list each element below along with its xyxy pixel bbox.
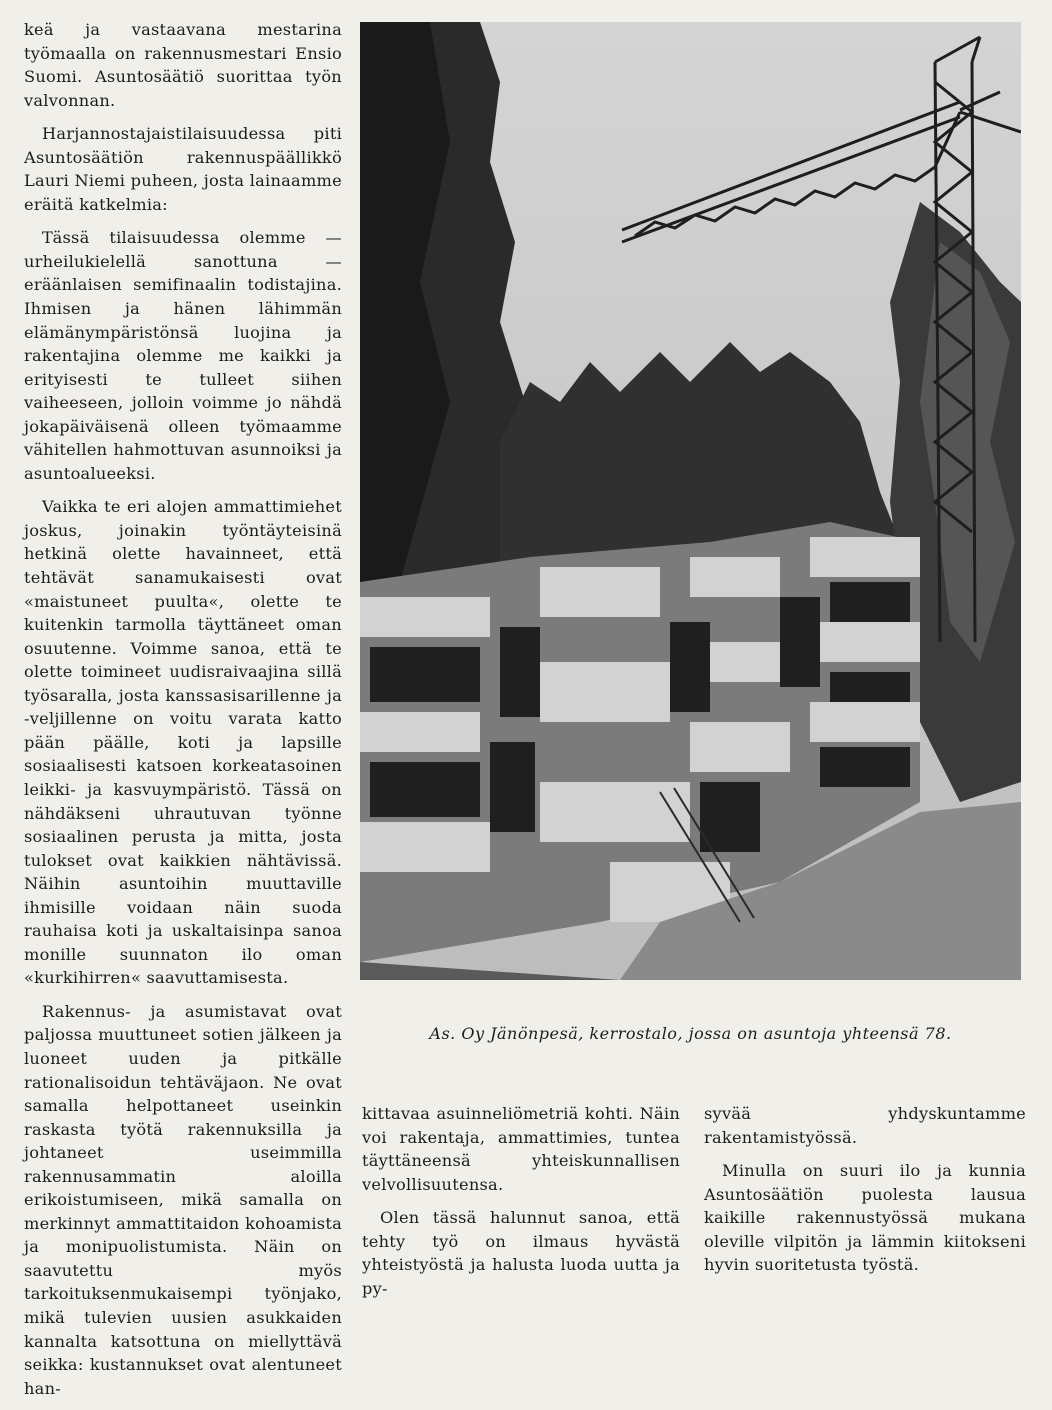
paragraph: syvää yhdyskuntamme rakentamistyössä. [704,1104,1026,1147]
construction-site-photo [360,22,1021,980]
paragraph: kittavaa asuinneliömetriä kohti. Näin voi rakentaja, ammattimies, tuntea täyttäneensä yhteiskunnallisen velvollisuutensa. [362,1104,680,1194]
middle-text-column [362,1102,680,1310]
paragraph: Harjannostajaistilaisuudessa piti Asuntosäätiön rakennuspäällikkö Lauri Niemi puheen, josta lainaamme eräitä katkelmia: [24,124,342,214]
photo-illustration [360,22,1021,980]
left-text-column [24,18,342,1410]
paragraph: Olen tässä halunnut sanoa, että tehty työ on ilmaus hyvästä yhteistyöstä ja halusta luoda uutta ja py- [362,1208,680,1298]
photo-caption: As. Oy Jänönpesä, kerrostalo, jossa on asuntoja yhteensä 78. [429,1024,952,1043]
paragraph: Tässä tilaisuudessa olemme — urheilukielellä sanottuna — eräänlaisen semifinaalin todistajina. Ihmisen ja hänen lähimmän elämänympäristönsä luojina ja rakentajina olemme me kaikki ja erityisesti te tulleet siihen vaiheeseen, jolloin voimme jo nähdä jokapäiväisenä olleen työmaamme vähitellen hahmottuvan asunnoiksi ja asuntoalueeksi. [24,228,342,483]
paragraph: Vaikka te eri alojen ammattimiehet joskus, joinakin työntäyteisinä hetkinä olette havainneet, että tehtävät sanamukaisesti ovat «maistuneet puulta«, olette te kuitenkin tarmolla täyttäneet oman osuutenne. Voimme sanoa, että te olette toimineet uudisraivaajina sillä työsaralla, josta kanssasisarillenne ja -veljillenne on voitu varata katto pään päälle, koti ja lapsille sosiaalisesti katsoen korkeatasoinen leikki- ja kasvuympäristö. Tässä on nähdäkseni uhrautuvan työnne sosiaalinen perusta ja mitta, josta tulokset ovat kaikkien nähtävissä. Näihin asuntoihin muuttaville ihmisille voidaan näin suoda rauhaisa koti ja uskaltaisinpa sanoa monille suunnaton ilo oman «kurkihirren« saavuttamisesta. [24,497,342,988]
paragraph: Rakennus- ja asumistavat ovat paljossa muuttuneet sotien jälkeen ja luoneet uuden ja pitkälle rationalisoidun tehtäväjaon. Ne ovat samalla helpottaneet useinkin raskasta työtä rakennuksilla ja johtaneet useimmilla rakennusammatin aloilla erikoistumiseen, mikä samalla on merkinnyt ammattitaidon kohoamista ja monipuolistumista. Näin on saavutettu myös tarkoituksenmukaisempi työnjako, mikä tulevien uusien asukkaiden kannalta katsottuna on miellyttävä seikka: kustannukset ovat alentuneet han- [24,1001,342,1398]
paragraph: Minulla on suuri ilo ja kunnia Asuntosäätiön puolesta lausua kaikille rakennustyössä mukana oleville vilpitön ja lämmin kiitokseni hyvin suoritetusta työstä. [704,1161,1026,1275]
paragraph: keä ja vastaavana mestarina työmaalla on rakennusmestari Ensio Suomi. Asuntosäätiö suorittaa työn valvonnan. [24,20,342,110]
right-text-column [704,1102,1026,1287]
